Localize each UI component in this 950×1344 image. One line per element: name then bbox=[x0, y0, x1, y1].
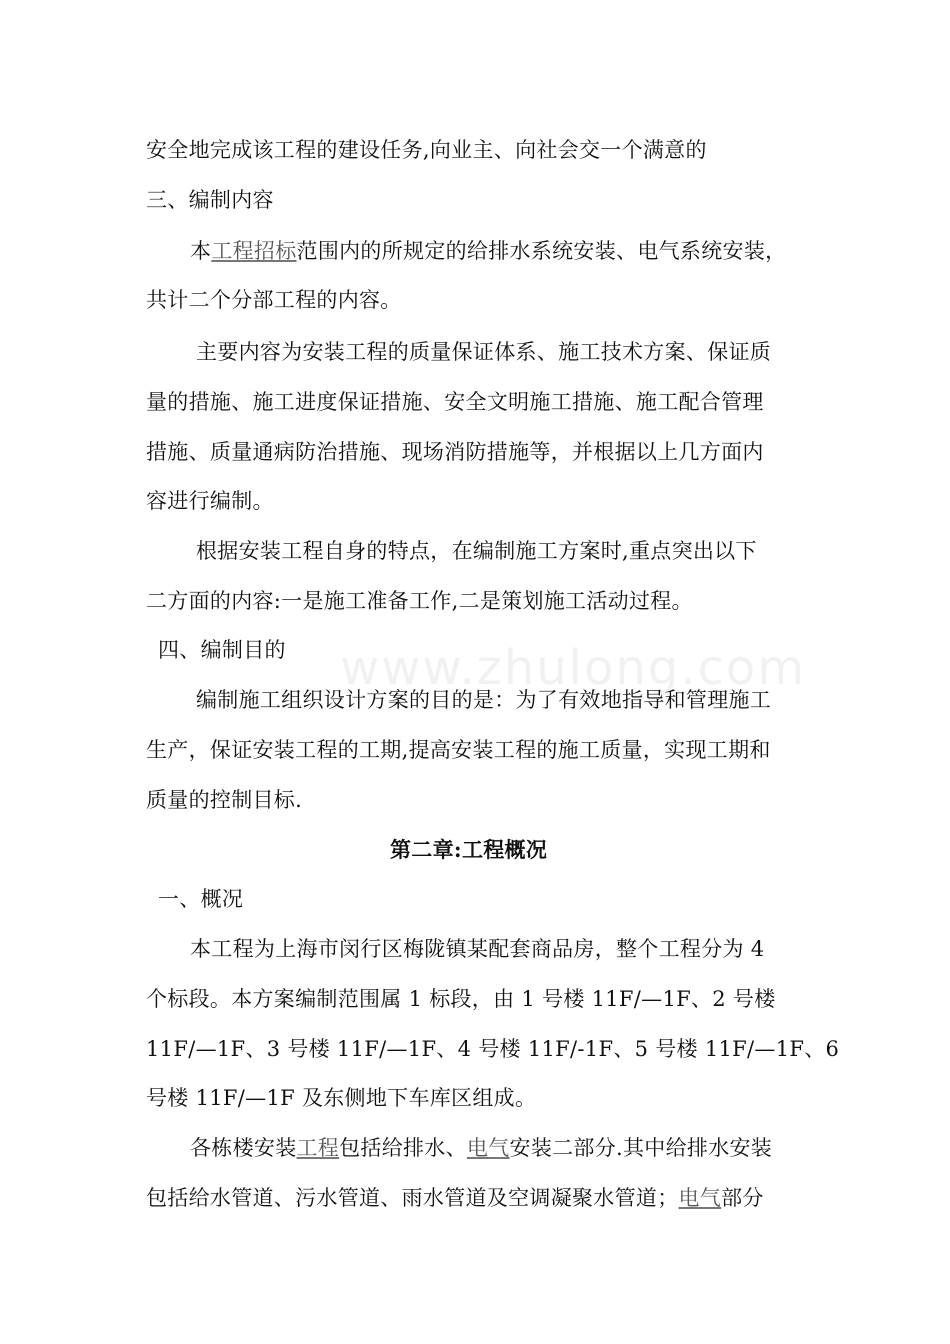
paragraph-install-line-2 bbox=[146, 1184, 764, 1212]
paragraph-scope-line-2: 共计二个分部工程的内容。 bbox=[146, 288, 402, 312]
text-span: 各栋楼安装 bbox=[190, 1136, 297, 1160]
paragraph-install-line-1 bbox=[190, 1134, 772, 1162]
paragraph-scope-line-1 bbox=[190, 237, 786, 265]
paragraph-content-line-2: 量的措施、施工进度保证措施、安全文明施工措施、施工配合管理 bbox=[146, 390, 764, 414]
paragraph-content-line-3: 措施、质量通病防治措施、现场消防措施等，并根据以上几方面内 bbox=[146, 440, 764, 464]
paragraph-overview-line-2: 个标段。本方案编制范围属 1 标段，由 1 号楼 11F/—1F、2 号楼 bbox=[146, 987, 776, 1011]
link-project[interactable]: 工程 bbox=[296, 1136, 340, 1160]
text-line: 安全地完成该工程的建设任务,向业主、向社会交一个满意的 bbox=[146, 138, 707, 162]
text-span: 安装二部分.其中给排水安装 bbox=[509, 1136, 773, 1160]
paragraph-overview-line-1: 本工程为上海市闵行区梅陇镇某配套商品房，整个工程分为 4 bbox=[190, 937, 765, 961]
section-heading-four: 四、编制目的 bbox=[158, 638, 286, 662]
text-span: 部分 bbox=[721, 1186, 764, 1210]
section-heading-one: 一、概况 bbox=[158, 887, 244, 911]
link-electrical[interactable]: 电气 bbox=[466, 1136, 510, 1160]
link-electrical[interactable]: 电气 bbox=[678, 1186, 722, 1210]
paragraph-content-line-1: 主要内容为安装工程的质量保证体系、施工技术方案、保证质 bbox=[196, 340, 772, 364]
paragraph-purpose-line-2: 生产，保证安装工程的工期,提高安装工程的施工质量，实现工期和 bbox=[146, 738, 771, 762]
text-span: 包括给排水、 bbox=[339, 1136, 467, 1160]
text-span: 本 bbox=[190, 239, 212, 263]
paragraph-purpose-line-1: 编制施工组织设计方案的目的是：为了有效地指导和管理施工 bbox=[196, 688, 772, 712]
section-heading-three: 三、编制内容 bbox=[146, 188, 274, 212]
paragraph-overview-line-3: 11F/—1F、3 号楼 11F/—1F、4 号楼 11F/-1F、5 号楼 11F/—1F、6 bbox=[146, 1037, 840, 1061]
paragraph-focus-line-2: 二方面的内容:一是施工准备工作,二是策划施工活动过程。 bbox=[146, 589, 693, 613]
paragraph-content-line-4: 容进行编制。 bbox=[146, 489, 274, 513]
paragraph-purpose-line-3: 质量的控制目标. bbox=[146, 788, 303, 812]
link-tender[interactable]: 招标 bbox=[253, 239, 297, 263]
watermark: www.zhulong.com bbox=[340, 640, 807, 696]
text-span: 包括给水管道、污水管道、雨水管道及空调凝聚水管道； bbox=[146, 1186, 679, 1210]
paragraph-overview-line-4: 号楼 11F/—1F 及东侧地下车库区组成。 bbox=[146, 1086, 537, 1110]
paragraph-focus-line-1: 根据安装工程自身的特点，在编制施工方案时,重点突出以下 bbox=[196, 539, 757, 563]
link-project[interactable]: 工程 bbox=[211, 239, 254, 263]
chapter-title: 第二章:工程概况 bbox=[390, 837, 548, 862]
text-span: 范围内的所规定的给排水系统安装、电气系统安装， bbox=[296, 239, 787, 263]
